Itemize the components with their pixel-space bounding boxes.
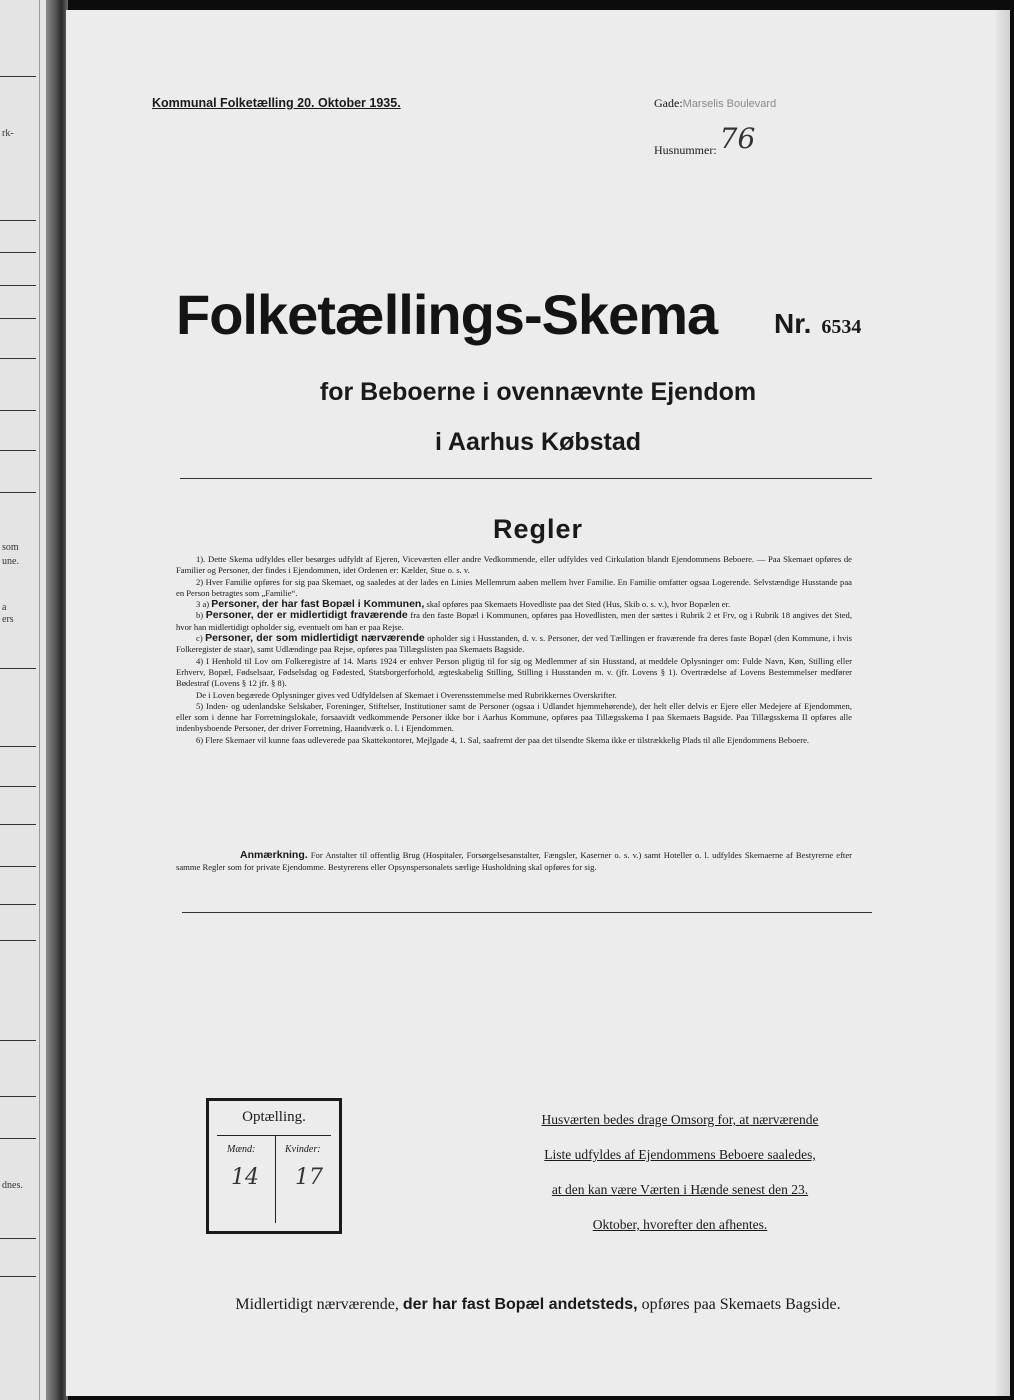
form-number: [774, 308, 861, 340]
rule-3b-heading: Personer, der er midlertidigt fraværende: [205, 609, 408, 622]
notice-line: at den kan være Værten i Hænde senest den 23.: [551, 1182, 809, 1197]
strip-tick: [0, 1096, 36, 1097]
rules-text: [176, 554, 852, 746]
notice-line: Liste udfyldes af Ejendommens Beboere saaledes,: [544, 1147, 816, 1162]
strip-tick: [0, 76, 36, 77]
women-label: Kvinder:: [285, 1144, 321, 1155]
rule-3b: [176, 610, 852, 633]
strip-fragment: rk-: [2, 128, 14, 139]
remark-block: [176, 850, 852, 873]
strip-tick: [0, 746, 36, 747]
women-count: 17: [295, 1165, 323, 1190]
rules-heading: Regler: [492, 514, 584, 544]
rule-3a-text: skal opføres paa Skemaets Hovedliste paa det Sted (Hus, Skib o. s. v.), hvor Bopælen er.: [426, 599, 731, 610]
rule-3a-heading: Personer, der har fast Bopæl i Kommunen,: [211, 598, 425, 611]
rule-3c-heading: Personer, der som midlertidigt nærværende: [205, 632, 425, 645]
rule-3c-text: opholder sig i Husstanden, d. v. s. Personer, der ved Tællingen er fraværende fra deres faste Bopæl (den Kommune, i hvis Folkeregister de staar), samt Udlændinge paa Rejse, opføres paa Tillægslisten paa Skemaets Bagside.: [176, 633, 852, 655]
census-date-line: Kommunal Folketælling 20. Oktober 1935.: [152, 96, 401, 110]
strip-tick: [0, 866, 36, 867]
strip-fragment: dnes.: [2, 1180, 23, 1191]
rule-2: 2) Hver Familie opføres for sig paa Skemaet, og saaledes at der lades en Linies Mellemrum aaben mellem hver Familie. En Familie omfatter ogsaa Logerende. Selvstændige Husstande paa en Person betragtes som „Familie“.: [176, 576, 852, 598]
divider-rule: [182, 912, 872, 913]
rule-3c: [176, 633, 852, 656]
rule-6: 6) Flere Skemaer vil kunne faas udleverede paa Skattekontoret, Mejlgade 4, 1. Sal, saafremt der paa det tilsendte Skema ikke er tilstrækkelig Plads til alle Ejendommens Beboere.: [196, 734, 810, 745]
strip-fragment: a: [2, 602, 7, 613]
form-number-label: Nr.: [774, 308, 812, 339]
street-value: Marselis Boulevard: [682, 98, 777, 110]
footer-bold: der har fast Bopæl andetsteds,: [402, 1296, 638, 1313]
form-subtitle-2: i Aarhus Købstad: [434, 428, 642, 456]
footer-post: opføres paa Skemaets Bagside.: [641, 1296, 841, 1313]
street-label: Gade:: [654, 96, 683, 110]
strip-tick: [0, 318, 36, 319]
strip-tick: [0, 1276, 36, 1277]
census-form-page: [66, 10, 1010, 1396]
strip-tick: [0, 904, 36, 905]
strip-tick: [0, 285, 36, 286]
strip-tick: [0, 668, 36, 669]
strip-tick: [0, 786, 36, 787]
count-box: [206, 1098, 342, 1234]
form-number-value: 6534: [821, 316, 862, 338]
footer-note: [66, 1296, 1010, 1314]
notice-line: Husværten bedes drage Omsorg for, at nærværende: [541, 1112, 819, 1127]
strip-tick: [0, 410, 36, 411]
strip-tick: [0, 220, 36, 221]
count-box-rule: [217, 1135, 331, 1136]
footer-pre: Midlertidigt nærværende,: [235, 1296, 399, 1313]
house-number-label: Husnummer:: [654, 143, 717, 157]
strip-tick: [0, 940, 36, 941]
rule-5: 5) Inden- og udenlandske Selskaber, Foreninger, Stiftelser, Institutioner samt de Personer (ogsaa i Udlandet hjemmehørende), der helt eller delvis er Ejere eller Medejere af Ejendommen, eller som i denne har Forretningslokale, forsaavidt vedkommende Personer ikke bor i Aarhus Kommune, opføres paa Tillægsskema I paa Skemaets Bagside. Paa Tillægsskema II opføres alle indenbysboende Personer, der driver Forretning, Haandværk o. l. i Ejendommen.: [176, 700, 852, 734]
strip-fragment: une.: [2, 556, 19, 567]
strip-tick: [0, 358, 36, 359]
book-spine: [46, 0, 68, 1400]
house-number-value: 76: [719, 122, 756, 155]
form-title: Folketællings-Skema: [176, 283, 718, 346]
men-count: 14: [231, 1165, 259, 1190]
remark-label: Anmærkning.: [240, 849, 308, 861]
form-subtitle-1: for Beboerne i ovennævnte Ejendom: [319, 378, 757, 406]
count-box-rule: [275, 1135, 276, 1223]
street-field: [654, 96, 776, 111]
strip-tick: [0, 1138, 36, 1139]
notice-line: Oktober, hvorefter den afhentes.: [592, 1217, 768, 1232]
strip-tick: [0, 1040, 36, 1041]
count-box-title: Optælling.: [242, 1109, 306, 1125]
strip-tick: [0, 252, 36, 253]
page-edge: [996, 10, 1010, 1396]
remark-text: For Anstalter til offentlig Brug (Hospitaler, Forsørgelsesanstalter, Fængsler, Kaserner o. s. v.) samt Hoteller o. l. udfyldes Skemaerne af Bestyrerne efter samme Regler som for private Ejendomme. Bestyrerens eller Opsynspersonalets særlige Husholdning skal opføres for sig.: [176, 850, 852, 872]
strip-divider: [39, 0, 40, 1400]
strip-fragment: ers: [2, 614, 14, 625]
rule-3c-number: c): [196, 633, 203, 644]
rule-4b: De i Loven begærede Oplysninger gives ved Udfyldelsen af Skemaet i Overensstemmelse med Rubrikkernes Overskrifter.: [196, 689, 617, 700]
strip-fragment: som: [2, 542, 19, 553]
strip-tick: [0, 450, 36, 451]
rule-3b-text: fra den faste Bopæl i Kommunen, opføres paa Hovedlisten, men der sættes i Rubrik 2 et Frv, og i Rubrik 18 angives det Sted, hvor han midlertidigt opholder sig, eventuelt om han er paa Rejse.: [176, 610, 852, 632]
strip-tick: [0, 492, 36, 493]
rule-1: 1). Dette Skema udfyldes eller besørges udfyldt af Ejeren, Viceværten eller andre Vedkommende, eller udfyldes ved Cirkulation blandt Ejendommens Beboere. — Paa Skemaet opføres de Familier og Personer, der findes i Ejendommen, idet Ordenen er: Kælder, Stue o. s. v.: [176, 554, 852, 576]
men-label: Mænd:: [227, 1144, 256, 1155]
house-number-field: [654, 122, 756, 161]
strip-tick: [0, 1238, 36, 1239]
rule-4: 4) I Henhold til Lov om Folkeregistre af 14. Marts 1924 er enhver Person pligtig til for sig og Medlemmer af sin Husstand, at meddele Oplysninger om: Fulde Navn, Køn, Stilling eller Erhverv, Bopæl, Fødselsaar, Fødselsdag og Fødested, Statsborgerforhold, ægteskabelig Stilling, Stilling i Husstanden m. v. (jfr. Lovens § 1). Overtrædelse af Lovens Bestemmelser medfører Bødestraf (Lovens § 12 jfr. § 8).: [176, 655, 852, 689]
rule-3b-number: b): [196, 610, 204, 621]
divider-rule: [180, 478, 872, 479]
left-page-strip: [0, 0, 46, 1400]
rule-3a-number: 3 a): [196, 599, 210, 610]
landlord-notice: [510, 1102, 850, 1242]
strip-tick: [0, 824, 36, 825]
